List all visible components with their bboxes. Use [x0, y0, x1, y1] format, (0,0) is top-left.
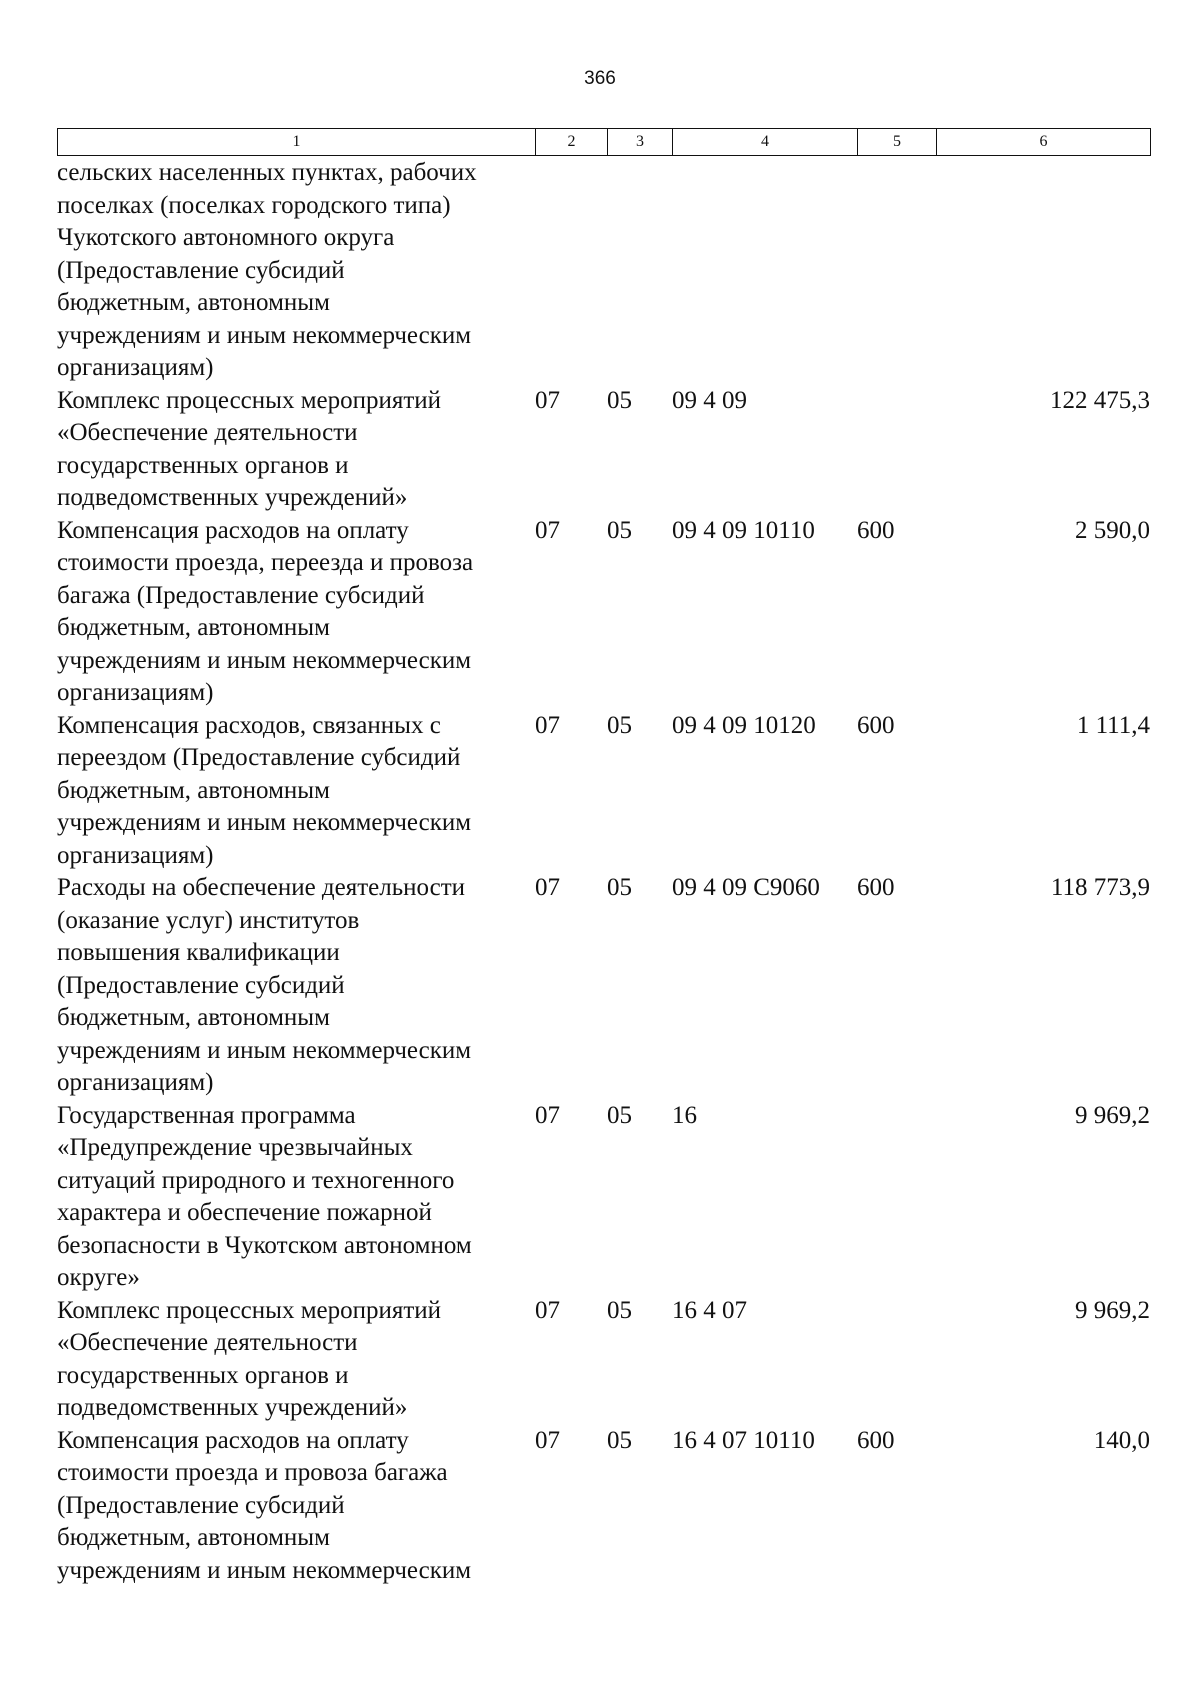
column-header-3: 3 [608, 129, 673, 156]
row-expense-type: 600 [857, 874, 895, 901]
row-subsection: 05 [607, 1296, 632, 1324]
row-expense-type [857, 157, 936, 385]
row-section: 07 [535, 1101, 560, 1129]
budget-table-body [57, 157, 1150, 1587]
row-subsection [607, 157, 672, 385]
row-section: 07 [535, 1426, 560, 1454]
row-sum: 118 773,9 [1050, 874, 1150, 901]
table-row [57, 710, 1150, 873]
row-subsection: 05 [607, 874, 632, 901]
row-target-code: 16 4 07 [672, 1296, 747, 1324]
row-subsection: 05 [607, 386, 632, 414]
row-expense-type: 600 [857, 711, 895, 739]
row-name: Компенсация расходов на оплату стоимости проезда, переезда и провоза багажа (Предоставление субсидий бюджетным, автономным учреждениям и иным некоммерческим организациям) [57, 516, 474, 706]
row-expense-type [857, 1295, 936, 1425]
column-header-1: 1 [58, 129, 536, 156]
row-name: Комплекс процессных мероприятий «Обеспечение деятельности государственных органов и подведомственных учреждений» [57, 386, 442, 511]
row-expense-type [857, 1100, 936, 1295]
row-sum: 140,0 [1093, 1426, 1150, 1454]
row-sum: 122 475,3 [1050, 386, 1150, 414]
row-target-code: 09 4 09 10110 [672, 516, 815, 544]
row-sum: 9 969,2 [1075, 1296, 1150, 1324]
row-section: 07 [535, 516, 560, 544]
table-row [57, 1425, 1150, 1588]
row-subsection: 05 [607, 1101, 632, 1129]
column-header-2: 2 [536, 129, 608, 156]
row-section: 07 [535, 874, 560, 901]
row-target-code: 09 4 09 [672, 386, 747, 414]
row-expense-type: 600 [857, 516, 895, 544]
table-row [57, 1295, 1150, 1425]
row-target-code: 09 4 09 10120 [672, 711, 816, 739]
row-sum [936, 157, 1150, 385]
column-header-5: 5 [858, 129, 937, 156]
row-target-code: 09 4 09 С9060 [672, 874, 820, 901]
row-sum: 2 590,0 [1075, 516, 1150, 544]
row-name: Государственная программа «Предупреждение чрезвычайных ситуаций природного и техногенного характера и обеспечение пожарной безопасности в Чукотском автономном округе» [57, 1101, 472, 1291]
row-name: Расходы на обеспечение деятельности (оказание услуг) институтов повышения квалификации (Предоставление субсидий бюджетным, автономным учреждениям и иным некоммерческим организациям) [57, 874, 472, 1096]
row-subsection: 05 [607, 1426, 632, 1454]
table-row [57, 1100, 1150, 1295]
row-section: 07 [535, 711, 560, 739]
row-expense-type: 600 [857, 1426, 895, 1454]
row-name: Комплекс процессных мероприятий «Обеспечение деятельности государственных органов и подведомственных учреждений» [57, 1296, 442, 1421]
row-section [535, 157, 607, 385]
row-target-code: 16 [672, 1101, 697, 1129]
row-expense-type [857, 385, 936, 515]
column-header-row [57, 128, 1151, 156]
table-row [57, 157, 1150, 385]
row-target-code: 16 4 07 10110 [672, 1426, 815, 1454]
row-target-code [672, 157, 857, 385]
column-header-4: 4 [673, 129, 858, 156]
column-header-6: 6 [937, 129, 1151, 156]
row-section: 07 [535, 1296, 560, 1324]
row-sum: 1 111,4 [1076, 711, 1150, 739]
row-name: сельских населенных пунктах, рабочих поселках (поселках городского типа) Чукотского автономного округа (Предоставление субсидий бюджетным, автономным учреждениям и иным некоммерческим организациям) [57, 159, 477, 381]
row-name: Компенсация расходов, связанных с переездом (Предоставление субсидий бюджетным, автономным учреждениям и иным некоммерческим организациям) [57, 711, 472, 869]
row-name: Компенсация расходов на оплату стоимости проезда и провоза багажа (Предоставление субсидий бюджетным, автономным учреждениям и иным некоммерческим [57, 1426, 472, 1584]
row-section: 07 [535, 386, 560, 414]
table-row [57, 515, 1150, 710]
row-sum: 9 969,2 [1075, 1101, 1150, 1129]
page-number: 366 [584, 68, 616, 89]
row-subsection: 05 [607, 516, 632, 544]
table-row [57, 872, 1150, 1100]
row-subsection: 05 [607, 711, 632, 739]
table-row [57, 385, 1150, 515]
